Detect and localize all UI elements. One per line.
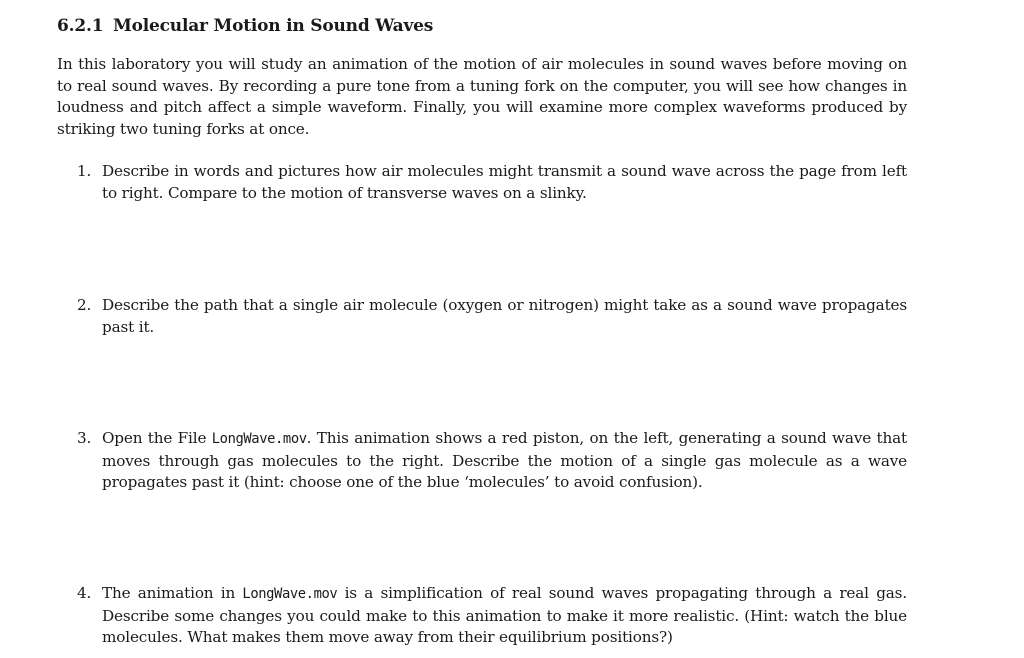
filename-code: LongWave.mov: [211, 431, 307, 447]
question-text: Describe the path that a single air molecule (oxygen or nitrogen) might take as a sound wave propagates past it.: [102, 296, 907, 336]
section-title: Molecular Motion in Sound Waves: [113, 16, 434, 36]
intro-paragraph: In this laboratory you will study an animation of the motion of air molecules in sound waves before moving on to real sound waves. By recording a pure tone from a tuning fork on the computer, you will see how changes in loudness and pitch affect a simple waveform. Finally, you will examine more complex waveforms produced by striking two tuning forks at once.: [57, 55, 907, 138]
question-number: 4.: [77, 584, 92, 602]
question-text-part: The animation in: [102, 584, 243, 602]
section-heading: [57, 14, 907, 38]
question-number: 1.: [77, 162, 92, 180]
question-text-part: is a simplification of real sound waves propagating through a real gas. Describe some changes you could make to this animation to make it more realistic. (Hint: watch the blue molecules. What makes them move away from their equilibrium positions?): [102, 584, 907, 647]
question-text-part: . This animation shows a red piston, on the left, generating a sound wave that moves through gas molecules to the right. Describe the motion of a single gas molecule as a wave propagates past it (hint: choose one of the blue ‘molecules’ to avoid confusion).: [102, 429, 907, 492]
question-text: [102, 428, 907, 494]
question-item: [57, 295, 907, 338]
document-page: [57, 14, 907, 647]
question-text-part: Open the File: [102, 429, 212, 447]
question-item: [57, 161, 907, 204]
question-text: [102, 583, 907, 649]
question-text: Describe in words and pictures how air molecules might transmit a sound wave across the page from left to right. Compare to the motion of transverse waves on a slinky.: [102, 162, 907, 202]
question-number: 2.: [77, 296, 92, 314]
question-item: [57, 583, 907, 649]
filename-code: LongWave.mov: [242, 586, 338, 602]
section-number: 6.2.1: [57, 16, 104, 36]
question-item: [57, 428, 907, 494]
question-number: 3.: [77, 429, 92, 447]
